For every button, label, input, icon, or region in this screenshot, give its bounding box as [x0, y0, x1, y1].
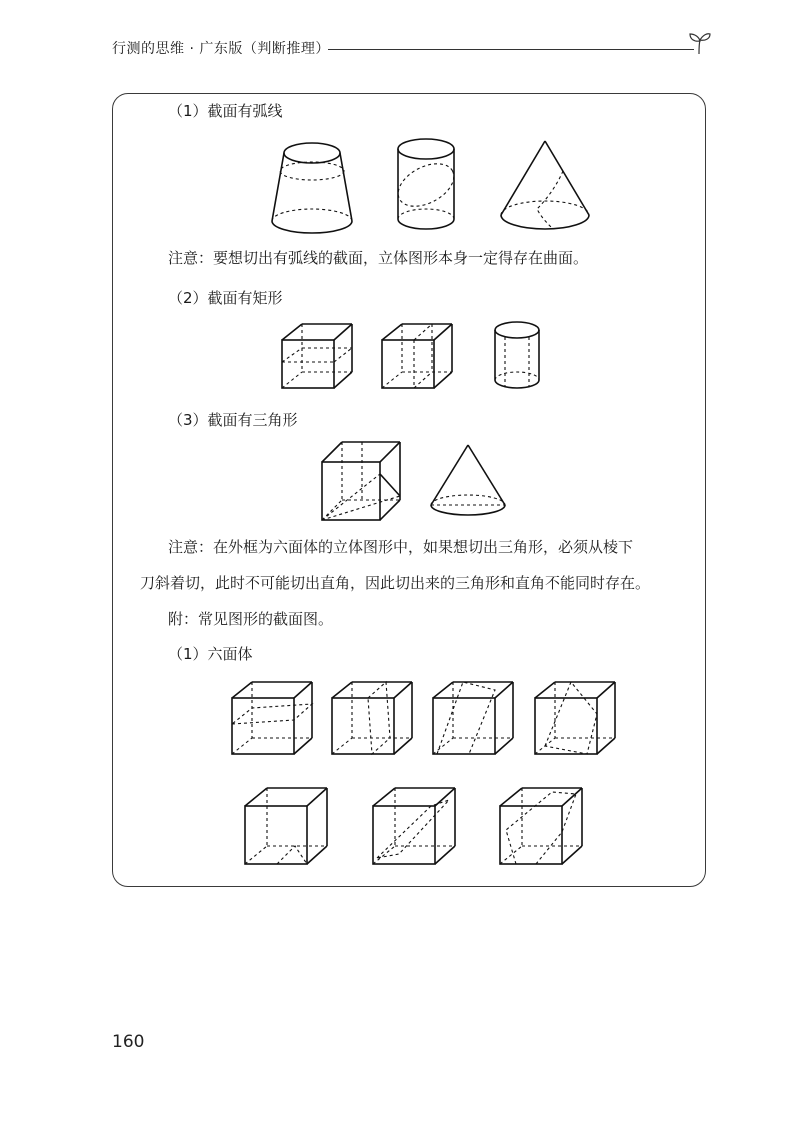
hexahedron-section-6 — [369, 784, 459, 868]
heading-triangle-section: （3）截面有三角形 — [168, 411, 298, 429]
appendix-heading: 附：常见图形的截面图。 — [168, 610, 334, 628]
note-hexahedron-line1: 注意：在外框为六面体的立体图形中，如果想切出三角形，必须从棱下 — [168, 538, 634, 556]
hexahedron-section-5 — [241, 784, 331, 868]
cone-figure — [497, 137, 593, 235]
hexahedron-section-3 — [429, 678, 517, 758]
hexahedron-section-1 — [228, 678, 316, 758]
cube-diagonal-rect-section — [378, 320, 456, 392]
frustum-figure — [268, 137, 356, 235]
cylinder-figure — [394, 135, 458, 235]
cylinder-rect-section — [489, 318, 545, 394]
heading-rect-section: （2）截面有矩形 — [168, 289, 283, 307]
cone-triangle-section — [427, 441, 509, 521]
hexahedron-section-7 — [496, 784, 586, 868]
header-rule — [328, 49, 694, 50]
heading-hexahedron: （1）六面体 — [168, 645, 253, 663]
book-title: 行测的思维 · 广东版（判断推理） — [112, 38, 336, 58]
hexahedron-section-2 — [328, 678, 416, 758]
note-hexahedron-line2: 刀斜着切，此时不可能切出直角，因此切出来的三角形和直角不能同时存在。 — [140, 574, 651, 592]
note-curved-surface: 注意：要想切出有弧线的截面，立体图形本身一定得存在曲面。 — [168, 249, 589, 267]
page-number: 160 — [112, 1032, 145, 1052]
heading-arc-section: （1）截面有弧线 — [168, 102, 283, 120]
sprout-icon — [686, 30, 712, 56]
hexahedron-section-4 — [531, 678, 619, 758]
running-header — [112, 36, 712, 60]
cube-horizontal-rect-section — [278, 320, 356, 392]
cube-triangle-section — [318, 438, 404, 524]
